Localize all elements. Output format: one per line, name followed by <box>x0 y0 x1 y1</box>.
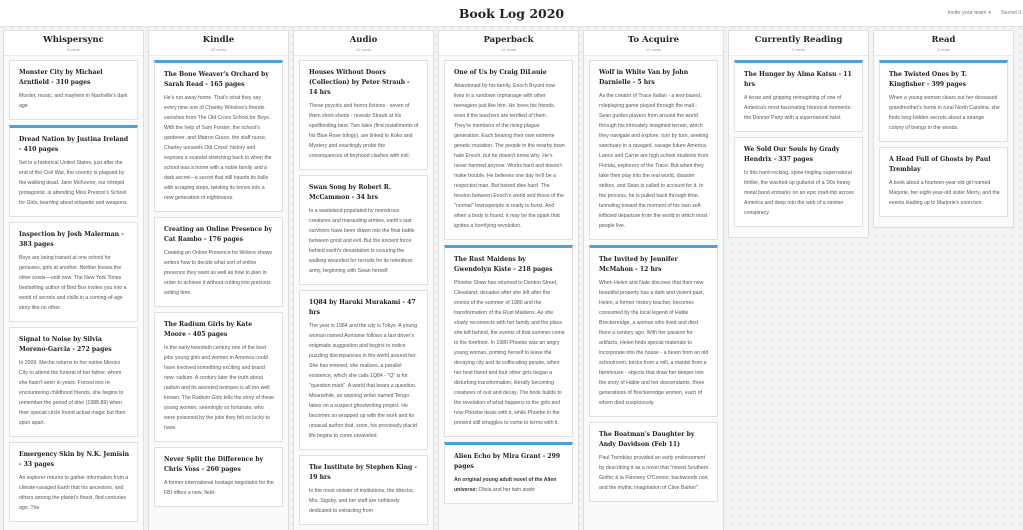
card-title: Creating an Online Presence by Cat Rambo - 176 pages <box>164 226 273 243</box>
card-title: One of Us by Craig DiLouie <box>454 69 547 76</box>
card-count: 2 cards <box>791 47 806 52</box>
list-header[interactable] <box>584 31 723 56</box>
card-title: We Sold Our Souls by Grady Hendrix - 337 pages <box>744 146 840 163</box>
card-title: The Rust Maidens by Gwendolyn Kiste - 218 pages <box>454 256 553 273</box>
list-header[interactable] <box>729 31 868 56</box>
top-bar-actions <box>947 10 1023 16</box>
card-title: Wolf in White Van by John Darnielle - 5 hrs <box>599 69 689 86</box>
card[interactable] <box>589 245 718 417</box>
card-title: The Boatman's Daughter by Andy Davidson (Feb 11) <box>599 431 695 448</box>
card[interactable] <box>589 422 718 502</box>
card-description: In the early twentieth century one of the best jobs young girls and women in America could have involved something exciting and brand new: radium. A century later the truth about radium and its assorted isotopes is all too well known. The Radium Girls tells the story of these young women, seemingly so fortunate, who were poisoned by the jobs they felt so lucky to have. <box>164 345 275 431</box>
secret-link[interactable]: Secret li <box>1001 10 1021 16</box>
card-description: A book about a fourteen-year-old girl named Marjorie, her eight-year-old sister Merry, and the events leading up to Marjorie's exorcism. <box>889 180 1000 206</box>
card-count: 8 cards <box>66 47 81 52</box>
card-description: In a wasteland populated by monstrous creatures and marauding armies, earth's last survivors have been drawn into the final battle between good and evil. But the ancient force behind earth's devastation is scouring the walking wounded for recruits for its relentless army, beginning with Swan herself. <box>309 208 415 274</box>
card[interactable] <box>299 175 428 285</box>
card[interactable] <box>734 60 863 132</box>
card-description: Set in a historical United States, just after the end of the Civil War, the country is plagued by the walking dead. Jane McKeene, our intrepid protagonist, is attending Miss Preston's School for Girls, learning about etiquette and weapons. <box>19 160 129 206</box>
invite-team-label: Invite your team <box>947 10 987 16</box>
card-description: When Helen and Nate discover that their new beautiful property has a dark and violent past, Helen, a former history teacher, becomes consumed by the local legend of Hattie Breckenridge, a woman who lived and died there a century ago. With her passion for artifacts, Helen finds special materials to incorporate into the house - a beam from an old schoolroom, bricks from a mill, a mantel from a farmhouse - objects that draw her deeper into the story of Hattie and her descendants, three generations of Breckenridge women, each of whom died suspiciously. <box>599 280 709 406</box>
card[interactable] <box>9 442 138 522</box>
list-title: Whispersync <box>43 35 104 45</box>
card-description: In 2009, Meche returns to her native Mexico City to attend the funeral of her father, whom she hasn't seen in years. Forced into re-encountering childhood friends, she begins to remember the period of time (1988-89) when their special circle found actual magic but then spun apart. <box>19 360 126 426</box>
list-header[interactable] <box>439 31 578 56</box>
card-title: The Radium Girls by Kate Moore - 405 pages <box>164 321 253 338</box>
chevron-down-icon: ▾ <box>988 10 991 16</box>
card-description: Abandoned by his family, Enoch Bryant now lives in a rundown orphanage with other teenagers just like him. He loves his friends, even if the teachers are terrified of them. They're members of the rising plague generation. Each bearing their own extreme genetic mutation. The people in the nearby town hate Enoch, but he doesn't know why. He's never harmed anyone. Works hard and doesn't make trouble. He believes one day he'll be a respected man. But hatred dies hard. The tension between Enoch's world and those of the "normal" townspeople is ready to burst. And when a body is found, it may be the spark that ignites a horrifying revolution. <box>454 83 565 229</box>
card-title: Emergency Skin by N.K. Jemisin - 33 pages <box>19 451 130 468</box>
card[interactable] <box>154 447 283 507</box>
card-description <box>454 475 565 495</box>
list-currently-reading[interactable] <box>728 30 869 238</box>
card[interactable] <box>9 125 138 217</box>
card-description: Creating an Online Presence for Writers shows writers how to decide what sort of online presence they want as well as how to plan in order to achieve it without cutting into precious writing time. <box>164 250 273 296</box>
list-header[interactable] <box>294 31 433 56</box>
card-count: 14 cards <box>645 47 662 52</box>
card[interactable] <box>444 245 573 437</box>
card-title: The Hunger by Alma Katsu - 11 hrs <box>744 71 852 88</box>
card[interactable] <box>299 455 428 525</box>
card-description: Boys are being trained at one school for geniuses, girls at another. Neither knows the other exists—until now. The New York Times bestselling author of Bird Box invites you into a world of secrets and chills in a coming-of-age story like no other. <box>19 255 127 311</box>
list-title: Audio <box>349 35 378 45</box>
card[interactable] <box>879 147 1008 217</box>
card-title: Monster City by Michael Arntfield - 310 pages <box>19 69 103 86</box>
list-title: To Acquire <box>628 35 679 45</box>
card-count: 12 cards <box>355 47 372 52</box>
card[interactable] <box>299 60 428 170</box>
card[interactable] <box>734 137 863 227</box>
card[interactable] <box>154 217 283 307</box>
card[interactable] <box>299 290 428 450</box>
card-count: 2 cards <box>936 47 951 52</box>
board <box>3 30 1014 530</box>
card-count: 14 cards <box>500 47 517 52</box>
card-title: Swan Song by Robert R. McCammon - 34 hrs <box>309 184 391 201</box>
top-bar <box>0 0 1023 27</box>
card-description: These psychic and horror fictions - seven of them short-shorts - reveals Straub at his spellbinding best. Two tales (first installments of his Blue Rose trilogy), are linked to Koko and Mystery and exactingly probe the consequences of boyhood clashes with evil. <box>309 103 419 159</box>
list-title: Currently Reading <box>754 35 843 45</box>
card[interactable] <box>9 222 138 322</box>
list-paperback[interactable] <box>438 30 579 530</box>
card[interactable] <box>9 327 138 437</box>
card-title: Houses Without Doors (Collection) by Peter Straub - 14 hrs <box>309 69 410 96</box>
board-title: Book Log 2020 <box>458 6 565 21</box>
card-title: Dread Nation by Justina Ireland - 410 pages <box>19 136 129 153</box>
card-title: The Invited by Jennifer McMahon - 12 hrs <box>599 256 678 273</box>
card[interactable] <box>154 60 283 212</box>
list-title: Paperback <box>483 35 534 45</box>
list-read[interactable] <box>873 30 1014 228</box>
card[interactable] <box>9 60 138 120</box>
card[interactable] <box>154 312 283 442</box>
card-title: The Bone Weaver's Orchard by Sarah Read - 165 pages <box>164 71 269 88</box>
card-description: Paul Tremblay provided an early endorsement by describing it as a novel that "mixed Southern Gothic à la Flannery O'Connor, backwoods noir, and the mythic imagination of Clive Barker". <box>599 455 709 491</box>
card-title: Never Split the Difference by Chris Voss - 260 pages <box>164 456 264 473</box>
list-to-acquire[interactable] <box>583 30 724 530</box>
card-description: In the most sinister of institutions, the director, Mrs. Sigsby, and her staff are ruthlessly dedicated to extracting from <box>309 488 415 514</box>
card-description: He's run away home. That's what they say every time one of Charley Winslow's friends vanishes from The Old Cross School for Boys. With the help of Sam Forster, the school's gardener, and Matron Grace, the staff nurse, Charley unravels Old Cross' history and exposes a scandal stretching back to when the school was a home with a noble family and a dark secret—a secret that still haunts its halls with scraping steps, twisting its bones into a new generation of nightmares. <box>164 95 272 201</box>
card-description: Phoebe Shaw has returned to Denton Street, Cleveland, decades after she left after the events of the summer of 1980 and the transformation of the Rust Maidens. As she slowly reconnects with her family and the place she left behind, the events of that summer come to the forefront. In 1980 Phoebe was an angry young woman, priming herself to leave the decaying city and its suffocating people, when her best friend and four other girls began a disturbing transformation, literally becoming creatures of rust and decay. The book builds to the revelation of what happens to the girls and how Phoebe deals with it, while Phoebe in the present still struggles to come to terms with it. <box>454 280 565 426</box>
card-title: Inspection by Josh Malerman - 383 pages <box>19 231 124 248</box>
invite-team-button[interactable] <box>947 10 991 16</box>
list-audio[interactable] <box>293 30 434 530</box>
card-description: A former international hostage negotiator for the FBI offers a new, field- <box>164 480 274 496</box>
card-title: The Institute by Stephen King - 19 hrs <box>309 464 417 481</box>
card-title: The Twisted Ones by T. Kingfisher - 399 pages <box>889 71 967 88</box>
card-title: Alien Echo by Mira Grant - 299 pages <box>454 453 561 470</box>
list-header[interactable] <box>874 31 1013 56</box>
card-title: 1Q84 by Haruki Murakami - 47 hrs <box>309 299 416 316</box>
card[interactable] <box>444 442 573 504</box>
card-description: In this hard-rocking, spine-tingling supernatural thriller, the washed-up guitarist of a '90s heavy metal band embarks on an epic road-trip across America and deep into the web of a sinister conspiracy. <box>744 170 854 216</box>
card-description: A tense and gripping reimagining of one of America's most fascinating historical moments: the Donner Party with a supernatural twist. <box>744 95 852 121</box>
card-title: Signal to Noise by Silvia Moreno-Garcia - 272 pages <box>19 336 112 353</box>
card-count: 32 cards <box>210 47 227 52</box>
list-title: Read <box>931 35 956 45</box>
card-description: As the creator of Trace Italian - a text-based, roleplaying game played through the mail - Sean guides players from around the world through his intricately imagined terrain, which they navigate and explore, turn by turn, seeking sanctuary in a ravaged, savage future America. Lance and Carrie are high school students from Florida, explorers of the Trace. But when they take their play into the real world, disaster strikes, and Sean is called to account for it. In the process, he is pulled back through time, tunneling toward the moment of his own self-inflicted departure from the world in which most people live. <box>599 93 709 229</box>
list-whispersync[interactable] <box>3 30 144 530</box>
card-description-lead: An original young adult novel of the Alien universe: <box>454 477 557 493</box>
card-title: A Head Full of Ghosts by Paul Tremblay <box>889 156 991 173</box>
list-kindle[interactable] <box>148 30 289 530</box>
card[interactable] <box>444 60 573 240</box>
card-description: An explorer returns to gather information from a climate-ravaged Earth that his ancestors, and others among the planet's finest, fled centuries ago. The <box>19 475 129 511</box>
card-description: When a young woman clears out her deceased grandmother's home in rural North Carolina, she finds long-hidden secrets about a strange colony of beings in the woods. <box>889 95 1000 131</box>
card-description: The year is 1984 and the city is Tokyo. A young woman named Aomame follows a taxi driver's enigmatic suggestion and begins to notice puzzling discrepancies in the world around her. She has entered, she realizes, a parallel existence, which she calls 1Q84 - "Q" is for "question mark". A world that bears a question. Meanwhile, an aspiring writer named Tengo takes on a suspect ghostwriting project. He becomes so wrapped up with the work and its unusual author that, soon, his previously placid life begins to come unraveled. <box>309 323 418 439</box>
list-header[interactable] <box>149 31 288 56</box>
card-description-rest: Olivia and her twin sister <box>477 487 536 493</box>
card[interactable] <box>879 60 1008 142</box>
list-title: Kindle <box>202 35 235 45</box>
card[interactable] <box>589 60 718 240</box>
card-description: Murder, music, and mayhem in Nashville's dark age <box>19 93 128 109</box>
list-header[interactable] <box>4 31 143 56</box>
